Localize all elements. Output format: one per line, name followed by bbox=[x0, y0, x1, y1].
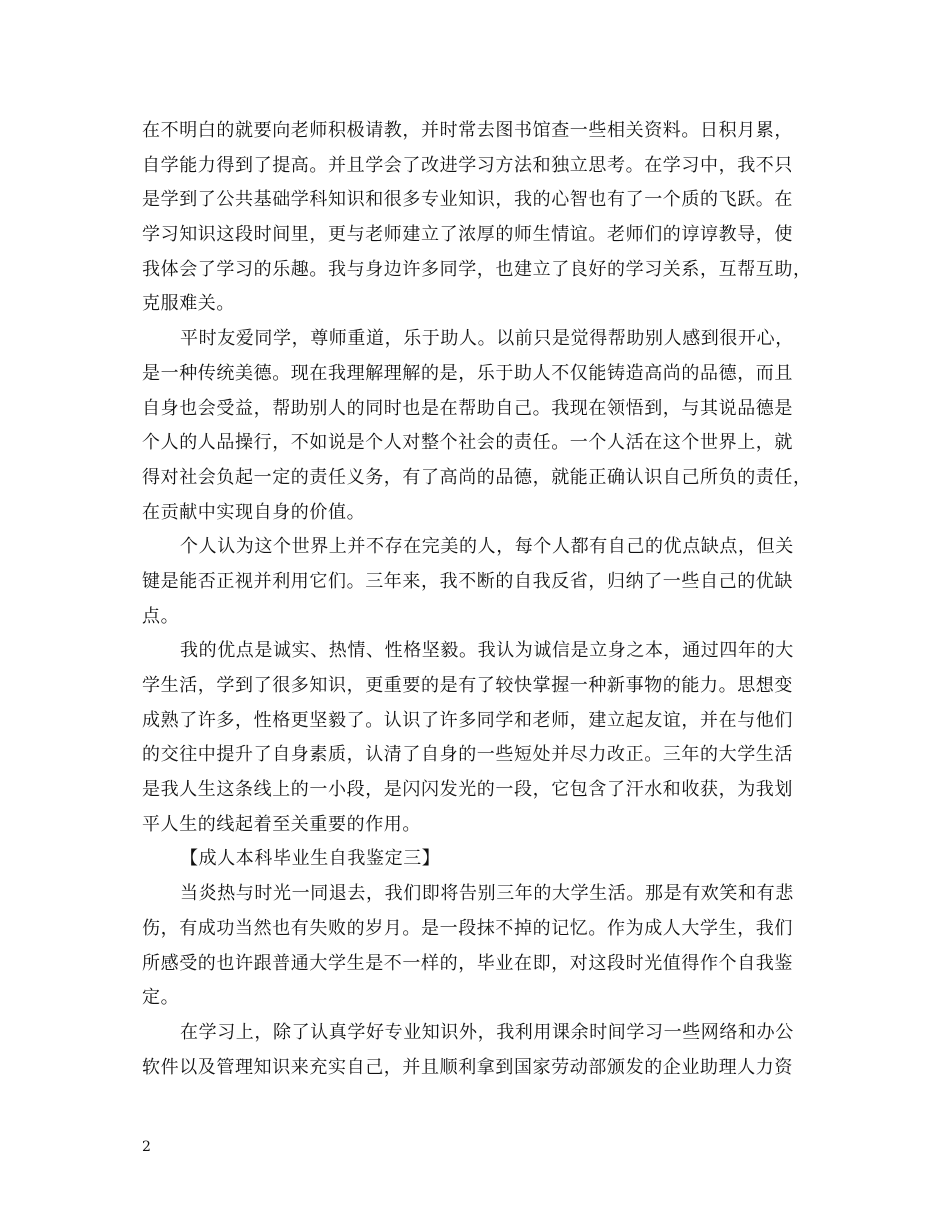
text-line: 得对社会负起一定的责任义务，有了高尚的品德，就能正确认识自己所负的责任， bbox=[142, 466, 812, 488]
text-line: 自身也会受益，帮助别人的同时也是在帮助自己。我现在领悟到，与其说品德是 bbox=[142, 397, 793, 419]
text-line: 在贡献中实现自身的价值。 bbox=[142, 501, 366, 523]
text-line: 学生活，学到了很多知识，更重要的是有了较快掌握一种新事物的能力。思想变 bbox=[142, 675, 793, 696]
text-line: 是我人生这条线上的一小段，是闪闪发光的一段，它包含了汗水和收获，为我划 bbox=[142, 779, 793, 801]
text-line: 成熟了许多，性格更坚毅了。认识了许多同学和老师，建立起友谊，并在与他们 bbox=[142, 709, 793, 731]
text-line: 学习知识这段时间里，更与老师建立了浓厚的师生情谊。老师们的谆谆教导，使 bbox=[142, 224, 793, 246]
text-line: 平人生的线起着至关重要的作用。 bbox=[142, 813, 421, 835]
paragraph-start-line: 当炎热与时光一同退去，我们即将告别三年的大学生活。那是有欢笑和有悲 bbox=[180, 883, 794, 905]
paragraph-start-line: 在学习上，除了认真学好专业知识外，我利用课余时间学习一些网络和办公 bbox=[180, 1021, 794, 1043]
paragraph-start-line: 我的优点是诚实、热情、性格坚毅。我认为诚信是立身之本，通过四年的大 bbox=[180, 640, 794, 662]
text-line: 自学能力得到了提高。并且学会了改进学习方法和独立思考。在学习中，我不只 bbox=[142, 154, 793, 176]
text-line: 我体会了学习的乐趣。我与身边许多同学，也建立了良好的学习关系，互帮互助， bbox=[142, 258, 812, 280]
text-line: 点。 bbox=[142, 605, 180, 627]
text-line: 的交往中提升了自身素质，认清了自身的一些短处并尽力改正。三年的大学生活 bbox=[142, 744, 793, 766]
text-line: 个人的人品操行，不如说是个人对整个社会的责任。一个人活在这个世界上，就 bbox=[142, 432, 793, 454]
text-line: 键是能否正视并利用它们。三年来，我不断的自我反省，归纳了一些自己的优缺 bbox=[142, 570, 793, 592]
text-line: 所感受的也许跟普通大学生是不一样的，毕业在即，对这段时光值得作个自我鉴 bbox=[142, 952, 793, 974]
page-number: 2 bbox=[142, 1139, 151, 1155]
text-line: 软件以及管理知识来充实自己，并且顺利拿到国家劳动部颁发的企业助理人力资 bbox=[142, 1056, 793, 1078]
text-line: 是学到了公共基础学科知识和很多专业知识，我的心智也有了一个质的飞跃。在 bbox=[142, 189, 793, 211]
paragraph-start-line: 个人认为这个世界上并不存在完美的人，每个人都有自己的优点缺点，但关 bbox=[180, 536, 794, 558]
text-line: 定。 bbox=[142, 987, 180, 1009]
text-line: 伤，有成功当然也有失败的岁月。是一段抹不掉的记忆。作为成人大学生，我们 bbox=[142, 917, 793, 939]
text-line: 克服难关。 bbox=[142, 293, 235, 315]
section-heading: 【成人本科毕业生自我鉴定三】 bbox=[180, 848, 441, 870]
text-line: 是一种传统美德。现在我理解理解的是，乐于助人不仅能铸造高尚的品德，而且 bbox=[142, 362, 793, 384]
body-text bbox=[142, 114, 810, 1085]
text-line: 在不明白的就要向老师积极请教，并时常去图书馆查一些相关资料。日积月累， bbox=[142, 120, 793, 141]
paragraph-start-line: 平时友爱同学，尊师重道，乐于助人。以前只是觉得帮助别人感到很开心， bbox=[180, 328, 794, 350]
